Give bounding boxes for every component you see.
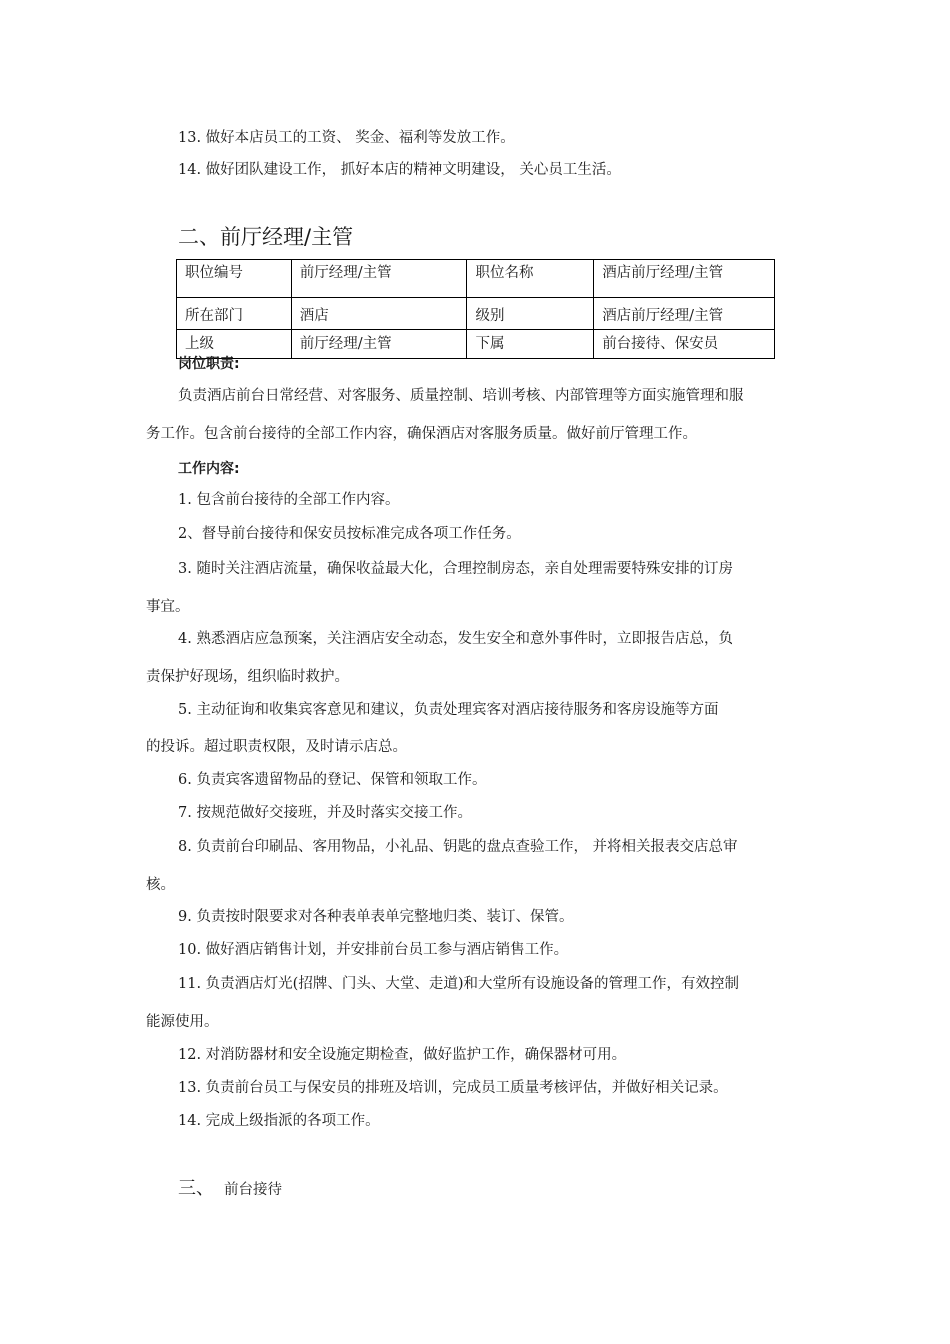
list-item: 9. 负责按时限要求对各种表单表单完整地归类、装订、保管。 [178,909,574,925]
list-item: 5. 主动征询和收集宾客意见和建议，负责处理宾客对酒店接待服务和客房设施等方面 [178,702,719,718]
table-cell: 前厅经理/主管 [291,260,467,298]
table-cell: 前厅经理/主管 [291,330,467,359]
duty-heading: 岗位职责: [178,356,240,372]
table-cell: 下属 [467,330,594,359]
table-cell: 级别 [467,298,594,330]
list-item: 10. 做好酒店销售计划，并安排前台员工参与酒店销售工作。 [178,942,569,958]
list-item: 1. 包含前台接待的全部工作内容。 [178,492,400,508]
table-cell: 酒店前厅经理/主管 [594,298,775,330]
list-item: 12. 对消防器材和安全设施定期检查，做好监护工作，确保器材可用。 [178,1047,627,1063]
section-heading [178,1177,282,1202]
table-row [177,298,775,330]
table-cell: 职位名称 [467,260,594,298]
paragraph-line: 务工作。包含前台接待的全部工作内容，确保酒店对客服务质量。做好前厅管理工作。 [146,426,697,442]
list-item: 13. 做好本店员工的工资、 奖金、福利等发放工作。 [178,130,515,146]
list-item-continuation: 的投诉。超过职责权限，及时请示店总。 [146,739,407,755]
list-item-continuation: 责保护好现场，组织临时救护。 [146,669,349,685]
table-row [177,330,775,359]
list-item: 14. 做好团队建设工作， 抓好本店的精神文明建设， 关心员工生活。 [178,162,621,178]
list-item: 11. 负责酒店灯光(招牌、门头、大堂、走道)和大堂所有设施设备的管理工作，有效控制 [178,976,739,992]
content-heading: 工作内容: [178,461,240,477]
table-cell: 酒店前厅经理/主管 [594,260,775,298]
list-item-continuation: 能源使用。 [146,1014,219,1030]
table-cell: 所在部门 [177,298,292,330]
list-item: 8. 负责前台印刷品、客用物品，小礼品、钥匙的盘点查验工作， 并将相关报表交店总审 [178,839,738,855]
paragraph-line: 负责酒店前台日常经营、对客服务、质量控制、培训考核、内部管理等方面实施管理和服 [178,388,744,404]
list-item: 4. 熟悉酒店应急预案，关注酒店安全动态，发生安全和意外事件时，立即报告店总，负 [178,631,733,647]
list-item-continuation: 事宜。 [146,599,190,615]
section-title: 前台接待 [224,1182,282,1198]
table-cell: 前台接待、保安员 [594,330,775,359]
list-item-continuation: 核。 [146,877,175,893]
section-number: 三、 [178,1178,214,1199]
list-item: 6. 负责宾客遗留物品的登记、保管和领取工作。 [178,772,487,788]
section-heading: 二、前厅经理/主管 [178,225,354,249]
list-item: 3. 随时关注酒店流量，确保收益最大化，合理控制房态，亲自处理需要特殊安排的订房 [178,561,733,577]
table-row [177,260,775,298]
table-cell: 职位编号 [177,260,292,298]
table-cell: 上级 [177,330,292,359]
list-item: 14. 完成上级指派的各项工作。 [178,1113,380,1129]
list-item: 13. 负责前台员工与保安员的排班及培训，完成员工质量考核评估，并做好相关记录。 [178,1080,728,1096]
list-item: 7. 按规范做好交接班，并及时落实交接工作。 [178,805,472,821]
list-item: 2、督导前台接待和保安员按标准完成各项工作任务。 [178,526,521,542]
position-info-table [176,259,775,359]
table-cell: 酒店 [291,298,467,330]
